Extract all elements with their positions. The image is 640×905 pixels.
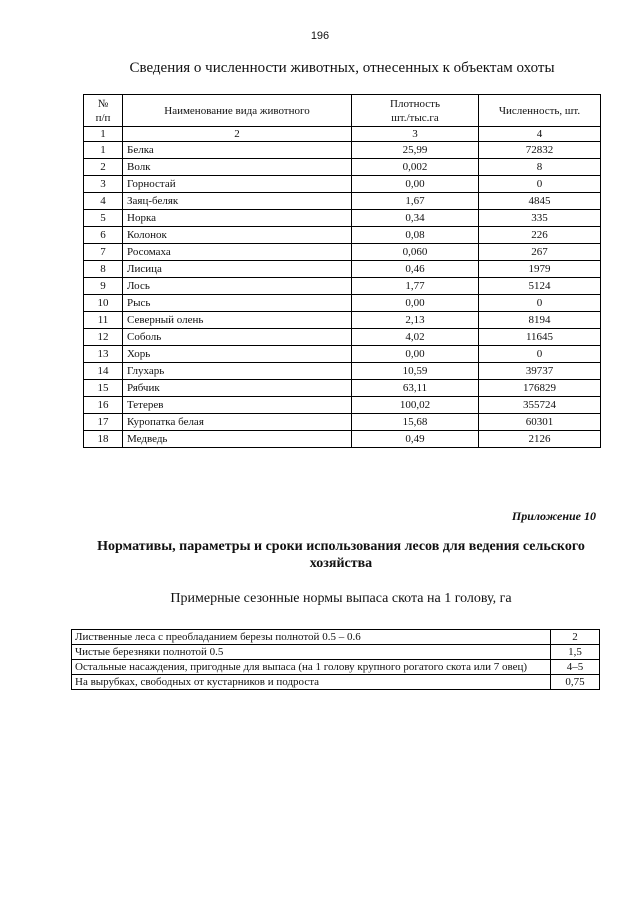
- header-density: [352, 95, 479, 127]
- stand-type-cell: Лиственные леса с преобладанием березы полнотой 0.5 – 0.6: [72, 630, 551, 645]
- table-row: [84, 312, 601, 329]
- table-row: [84, 176, 601, 193]
- header-name: Наименование вида животного: [123, 95, 352, 127]
- animals-table-title: Сведения о численности животных, отнесенных к объектам охоты: [129, 60, 555, 76]
- species-name-cell: Куропатка белая: [123, 414, 352, 431]
- row-number-cell: 11: [84, 312, 123, 329]
- count-cell: 1979: [479, 261, 601, 278]
- header-number-line1: №: [97, 97, 109, 110]
- header-density-line2: шт./тыс.га: [391, 111, 439, 124]
- table-row: [84, 295, 601, 312]
- table-row: [84, 142, 601, 159]
- appendix-label: Приложение 10: [511, 509, 596, 523]
- norm-value-cell: 0,75: [551, 675, 600, 690]
- density-cell: 0,08: [352, 227, 479, 244]
- row-number-cell: 6: [84, 227, 123, 244]
- table-row: [84, 159, 601, 176]
- row-number-cell: 5: [84, 210, 123, 227]
- count-cell: 226: [479, 227, 601, 244]
- density-cell: 0,00: [352, 176, 479, 193]
- column-number: 1: [84, 127, 123, 142]
- density-cell: 0,060: [352, 244, 479, 261]
- count-cell: 39737: [479, 363, 601, 380]
- count-cell: 8194: [479, 312, 601, 329]
- species-name-cell: Заяц-беляк: [123, 193, 352, 210]
- count-cell: 60301: [479, 414, 601, 431]
- section-title: Нормативы, параметры и сроки использования лесов для ведения сельского хозяйства: [97, 539, 585, 571]
- row-number-cell: 3: [84, 176, 123, 193]
- species-name-cell: Тетерев: [123, 397, 352, 414]
- count-cell: 5124: [479, 278, 601, 295]
- species-name-cell: Соболь: [123, 329, 352, 346]
- species-name-cell: Норка: [123, 210, 352, 227]
- header-number: [84, 95, 123, 127]
- column-number: 4: [479, 127, 601, 142]
- table-row: [84, 244, 601, 261]
- stand-type-cell: Остальные насаждения, пригодные для выпаса (на 1 голову крупного рогатого скота или 7 овец): [72, 660, 551, 675]
- density-cell: 1,67: [352, 193, 479, 210]
- table-row: [84, 227, 601, 244]
- row-number-cell: 13: [84, 346, 123, 363]
- species-name-cell: Северный олень: [123, 312, 352, 329]
- table-row: [84, 363, 601, 380]
- species-name-cell: Колонок: [123, 227, 352, 244]
- table-row: [84, 380, 601, 397]
- page-number: 196: [310, 30, 330, 42]
- species-name-cell: Волк: [123, 159, 352, 176]
- density-cell: 2,13: [352, 312, 479, 329]
- count-cell: 335: [479, 210, 601, 227]
- species-name-cell: Белка: [123, 142, 352, 159]
- density-cell: 0,34: [352, 210, 479, 227]
- row-number-cell: 18: [84, 431, 123, 448]
- density-cell: 1,77: [352, 278, 479, 295]
- density-cell: 0,49: [352, 431, 479, 448]
- column-number-row: [84, 127, 601, 142]
- norm-value-cell: 4–5: [551, 660, 600, 675]
- density-cell: 0,00: [352, 295, 479, 312]
- density-cell: 100,02: [352, 397, 479, 414]
- row-number-cell: 1: [84, 142, 123, 159]
- row-number-cell: 4: [84, 193, 123, 210]
- density-cell: 4,02: [352, 329, 479, 346]
- species-name-cell: Глухарь: [123, 363, 352, 380]
- density-cell: 25,99: [352, 142, 479, 159]
- species-name-cell: Лось: [123, 278, 352, 295]
- table-row: [72, 675, 600, 690]
- table-row: [72, 645, 600, 660]
- animals-table: [83, 94, 601, 448]
- count-cell: 11645: [479, 329, 601, 346]
- row-number-cell: 7: [84, 244, 123, 261]
- count-cell: 355724: [479, 397, 601, 414]
- stand-type-cell: Чистые березняки полнотой 0.5: [72, 645, 551, 660]
- grazing-table-title: Примерные сезонные нормы выпаса скота на 1 голову, га: [170, 591, 512, 606]
- species-name-cell: Рысь: [123, 295, 352, 312]
- norm-value-cell: 2: [551, 630, 600, 645]
- count-cell: 0: [479, 176, 601, 193]
- species-name-cell: Горностай: [123, 176, 352, 193]
- table-row: [84, 397, 601, 414]
- species-name-cell: Лисица: [123, 261, 352, 278]
- column-number: 3: [352, 127, 479, 142]
- species-name-cell: Рябчик: [123, 380, 352, 397]
- table-row: [84, 278, 601, 295]
- count-cell: 0: [479, 295, 601, 312]
- header-count: Численность, шт.: [479, 95, 601, 127]
- count-cell: 8: [479, 159, 601, 176]
- table-row: [84, 431, 601, 448]
- stand-type-cell: На вырубках, свободных от кустарников и подроста: [72, 675, 551, 690]
- animals-table-body: [84, 127, 601, 448]
- count-cell: 72832: [479, 142, 601, 159]
- table-row: [84, 329, 601, 346]
- row-number-cell: 17: [84, 414, 123, 431]
- density-cell: 0,002: [352, 159, 479, 176]
- table-row: [72, 630, 600, 645]
- density-cell: 0,46: [352, 261, 479, 278]
- table-row: [84, 414, 601, 431]
- density-cell: 63,11: [352, 380, 479, 397]
- norm-value-cell: 1,5: [551, 645, 600, 660]
- table-row: [84, 210, 601, 227]
- row-number-cell: 16: [84, 397, 123, 414]
- species-name-cell: Хорь: [123, 346, 352, 363]
- count-cell: 0: [479, 346, 601, 363]
- row-number-cell: 2: [84, 159, 123, 176]
- density-cell: 10,59: [352, 363, 479, 380]
- row-number-cell: 10: [84, 295, 123, 312]
- grazing-norms-table: [71, 629, 600, 690]
- count-cell: 4845: [479, 193, 601, 210]
- density-cell: 15,68: [352, 414, 479, 431]
- density-cell: 0,00: [352, 346, 479, 363]
- count-cell: 176829: [479, 380, 601, 397]
- row-number-cell: 12: [84, 329, 123, 346]
- count-cell: 2126: [479, 431, 601, 448]
- row-number-cell: 8: [84, 261, 123, 278]
- table-row: [72, 660, 600, 675]
- row-number-cell: 9: [84, 278, 123, 295]
- count-cell: 267: [479, 244, 601, 261]
- header-number-line2: п/п: [95, 111, 111, 124]
- header-density-line1: Плотность: [390, 97, 440, 110]
- row-number-cell: 15: [84, 380, 123, 397]
- table-row: [84, 261, 601, 278]
- species-name-cell: Медведь: [123, 431, 352, 448]
- column-number: 2: [123, 127, 352, 142]
- row-number-cell: 14: [84, 363, 123, 380]
- table-row: [84, 346, 601, 363]
- grazing-norms-body: [72, 630, 600, 690]
- table-header-row: [84, 95, 601, 127]
- table-row: [84, 193, 601, 210]
- species-name-cell: Росомаха: [123, 244, 352, 261]
